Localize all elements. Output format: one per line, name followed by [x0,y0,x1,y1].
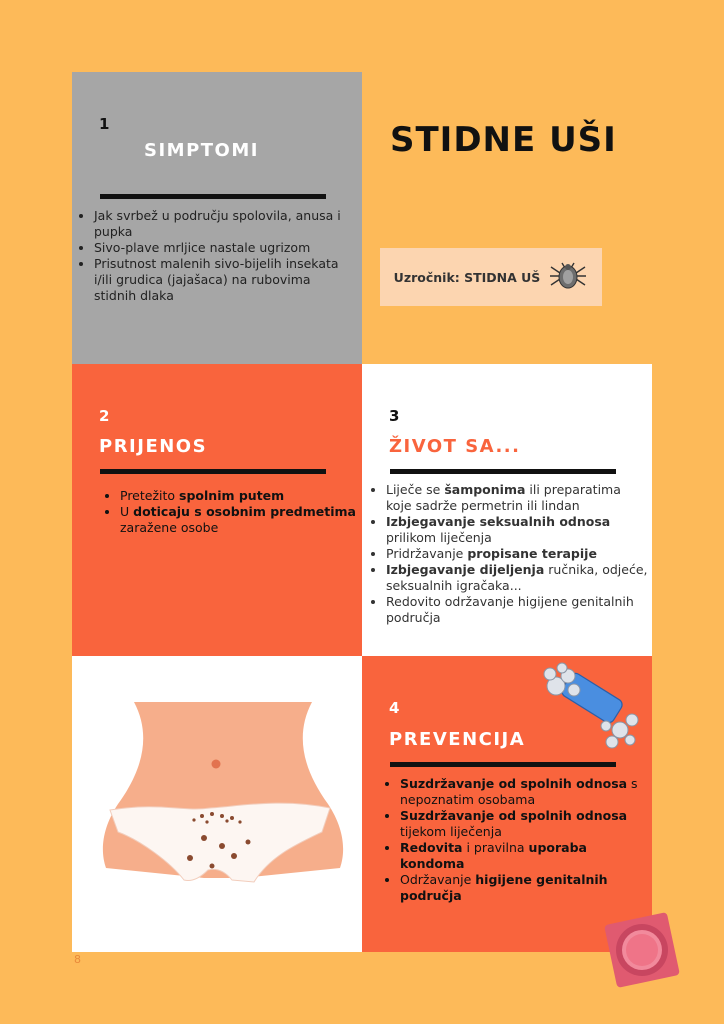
section-heading: ŽIVOT SA... [389,436,521,457]
section-heading: PRIJENOS [99,436,208,457]
item-text: Prisutnost malenih sivo-bijelih insekata i/ili grudica (jajašaca) na rubovima stidnih dlaka [94,256,339,303]
item-text: ručnika, odjeće, seksualnih igračaka... [386,562,648,593]
living-item [386,562,648,594]
item-text: Sivo-plave mrljice nastale ugrizom [94,240,311,255]
title-panel [362,72,652,364]
divider [100,469,326,474]
prevention-panel [362,656,652,952]
item-text: zaražene osobe [120,520,219,535]
item-text: Pretežito [120,488,180,503]
item-text: i pravilna [462,840,529,855]
item-text: Izbjegavanje seksualnih odnosa [386,514,611,529]
section-number: 1 [99,115,110,133]
living-item [386,482,648,514]
transmission-item [120,504,360,536]
item-text: Izbjegavanje dijeljenja [386,562,545,577]
item-text: Suzdržavanje od spolnih odnosa [400,776,628,791]
symptoms-list [80,208,356,304]
section-number: 3 [389,407,400,425]
symptoms-item [94,240,356,256]
living-item [386,546,648,562]
item-text: Liječe se [386,482,445,497]
soap-icon [542,660,642,750]
living-panel [362,364,652,656]
item-text: prilikom liječenja [386,530,492,545]
page-number: 8 [74,953,81,966]
item-text: doticaju s osobnim predmetima [133,504,356,519]
prevention-item [400,840,650,872]
living-list [372,482,648,626]
prevention-item [400,872,650,904]
illustration-panel [72,656,362,952]
prevention-list [386,776,650,904]
pelvis-illustration [72,656,362,952]
living-item [386,594,648,626]
prevention-item [400,776,650,808]
divider [390,469,616,474]
item-text: Jak svrbež u području spolovila, anusa i pupka [94,208,341,239]
item-text: Suzdržavanje od spolnih odnosa [400,808,628,823]
item-text: uporaba kondoma [400,840,587,871]
transmission-item [120,488,360,504]
item-text: propisane terapije [467,546,597,561]
divider [100,194,326,199]
item-text: Redovita [400,840,463,855]
symptoms-item [94,256,356,304]
transmission-list [106,488,360,536]
section-number: 4 [389,699,400,717]
symptoms-item [94,208,356,240]
page-title: STIDNE UŠI [390,120,617,160]
section-number: 2 [99,407,110,425]
cause-label: Uzročnik: STIDNA UŠ [393,269,541,285]
living-item [386,514,648,546]
item-text: Održavanje [400,872,476,887]
transmission-panel [72,364,362,656]
section-heading: SIMPTOMI [144,140,259,161]
item-text: tijekom liječenja [400,824,502,839]
item-text: higijene genitalnih područja [400,872,608,903]
section-heading: PREVENCIJA [389,729,526,750]
symptoms-panel [72,72,362,364]
item-text: Redovito održavanje higijene genitalnih područja [386,594,634,625]
item-text: s nepoznatim osobama [400,776,638,807]
item-text: ili preparatima koje sadrže permetrin ili lindan [386,482,621,513]
prevention-item [400,808,650,840]
item-text: spolnim putem [179,488,285,503]
cause-box [380,248,602,306]
item-text: Pridržavanje [386,546,468,561]
louse-icon [548,261,588,294]
condom-icon [602,910,682,990]
divider [390,762,616,767]
item-text: šamponima [444,482,526,497]
item-text: U [120,504,134,519]
